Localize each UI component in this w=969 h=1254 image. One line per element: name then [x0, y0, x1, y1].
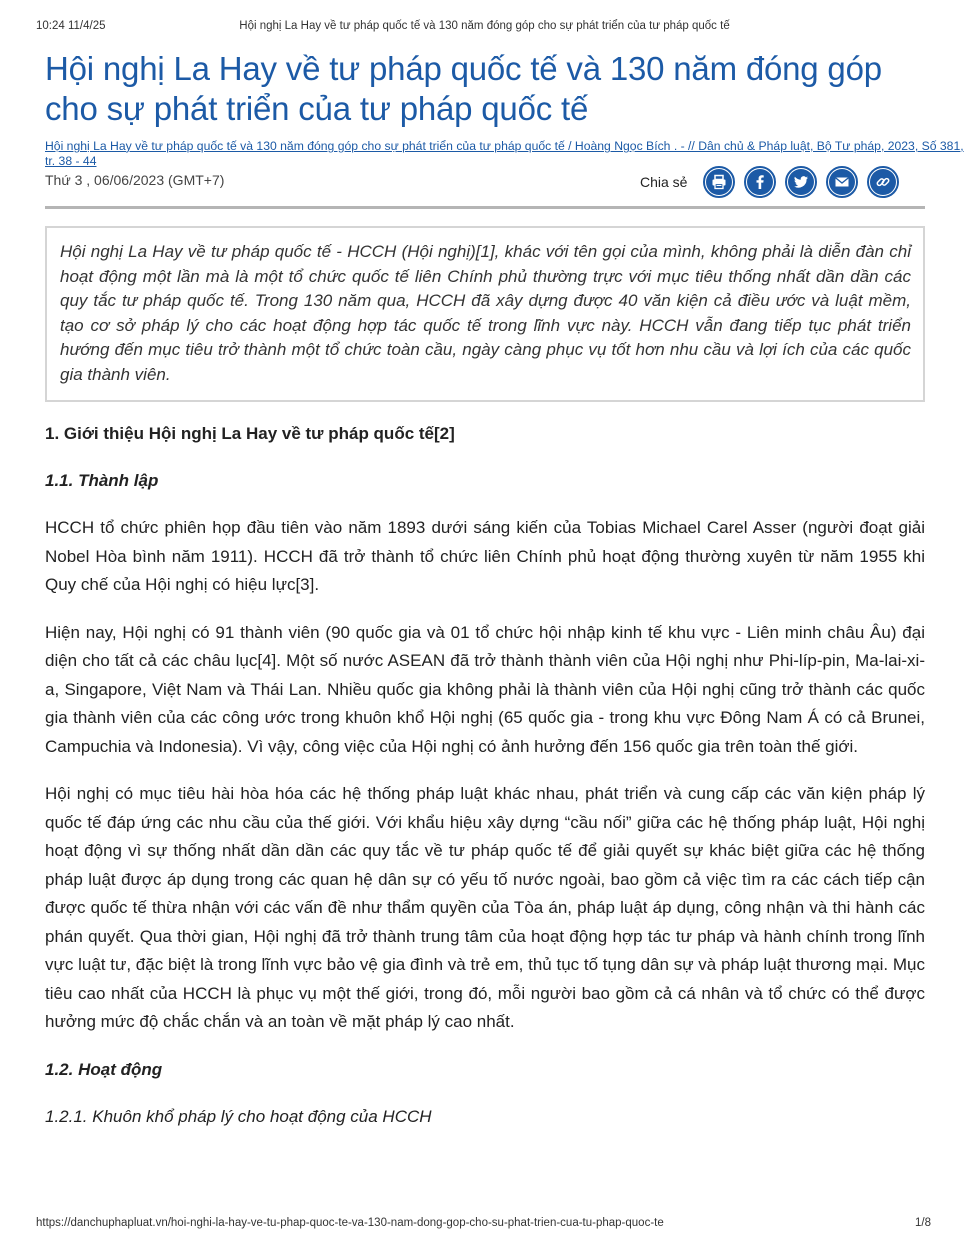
publish-date: Thứ 3 , 06/06/2023 (GMT+7)	[45, 172, 225, 188]
article-title: Hội nghị La Hay về tư pháp quốc tế và 130 năm đóng góp cho sự phát triển của tư pháp quốc tế	[45, 50, 882, 127]
copy-link-button[interactable]	[867, 166, 899, 198]
facebook-icon	[752, 174, 768, 190]
article-body	[45, 420, 925, 1131]
subsection-heading: 1.2. Hoạt động	[45, 1059, 163, 1079]
page-number: 1/8	[915, 1217, 931, 1229]
share-bar	[640, 164, 908, 200]
section-heading: 1. Giới thiệu Hội nghị La Hay về tư pháp quốc tế[2]	[45, 424, 455, 443]
summary-text: Hội nghị La Hay về tư pháp quốc tế - HCCH (Hội nghị)[1], khác với tên gọi của mình, không phải là diễn đàn chỉ hoạt động một lần mà là một tổ chức quốc tế liên Chính phủ thường trực với mục tiêu thống nhất dần dần các quy tắc tư pháp quốc tế. Trong 130 năm qua, HCCH đã xây dựng được 40 văn kiện cả điều ước và luật mềm, tạo cơ sở pháp lý cho các hoạt động hợp tác quốc tế trong lĩnh vực này. HCCH vẫn đang tiếp tục phát triển hướng đến mục tiêu trở thành một tổ chức toàn cầu, ngày càng phục vụ tốt hơn nhu cầu và lợi ích của các quốc gia thành viên.	[60, 242, 911, 384]
paragraph: HCCH tổ chức phiên họp đầu tiên vào năm 1893 dưới sáng kiến của Tobias Michael Carel Asser (người đoạt giải Nobel Hòa bình năm 1911). HCCH đã trở thành tổ chức liên Chính phủ hoạt động thường xuyên từ năm 1955 khi Quy chế của Hội nghị có hiệu lực[3].	[45, 518, 925, 594]
twitter-icon	[793, 174, 809, 190]
subsection-heading: 1.1. Thành lập	[45, 471, 159, 490]
twitter-share-button[interactable]	[785, 166, 817, 198]
paragraph: Hiện nay, Hội nghị có 91 thành viên (90 quốc gia và 01 tổ chức hội nhập kinh tế khu vực - Liên minh châu Âu) đại diện cho tất cả các châu lục[4]. Một số nước ASEAN đã trở thành thành viên của Hội nghị như Phi-líp-pin, Ma-lai-xi-a, Singapore, Việt Nam và Thái Lan. Nhiều quốc gia không phải là thành viên của Hội nghị cũng trở thành các quốc gia thành viên của các công ước trong khuôn khổ Hội nghị (65 quốc gia - trong khu vực Đông Nam Á có cả Brunei, Campuchia và Indonesia). Vì vậy, công việc của Hội nghị có ảnh hưởng đến 156 quốc gia trên toàn thế giới.	[45, 622, 925, 756]
link-icon	[875, 174, 891, 190]
subsubsection-heading: 1.2.1. Khuôn khổ pháp lý cho hoạt động của HCCH	[45, 1106, 432, 1126]
print-button[interactable]	[703, 166, 735, 198]
print-icon	[711, 174, 727, 190]
print-page-title: Hội nghị La Hay về tư pháp quốc tế và 130 năm đóng góp cho sự phát triển của tư pháp quốc tế	[239, 20, 730, 32]
email-icon	[834, 174, 850, 190]
citation-link[interactable]: Hội nghị La Hay về tư pháp quốc tế và 130 năm đóng góp cho sự phát triển của tư pháp quốc tế / Hoàng Ngọc Bích . - // Dân chủ & Pháp luật, Bộ Tư pháp, 2023, Số 381, tr. 38 - 44	[45, 139, 964, 168]
summary-box	[45, 226, 925, 402]
page-url: https://danchuphapluat.vn/hoi-nghi-la-hay-ve-tu-phap-quoc-te-va-130-nam-dong-gop-cho-su-phat-trien-cua-tu-phap-quoc-te	[36, 1217, 664, 1229]
header-divider	[45, 206, 925, 209]
paragraph: Hội nghị có mục tiêu hài hòa hóa các hệ thống pháp luật khác nhau, phát triển và cung cấp các văn kiện pháp lý quốc tế đáp ứng các nhu cầu của thế giới. Với khẩu hiệu xây dựng “cầu nối” giữa các hệ thống pháp luật, Hội nghị hoạt động vì sự thống nhất dần dần các quy tắc về tư pháp quốc tế để giải quyết sự khác biệt giữa các hệ thống pháp luật được áp dụng trong các quan hệ dân sự có yếu tố nước ngoài, bao gồm cả việc tìm ra các cách tiếp cận được quốc tế thừa nhận với các vấn đề như thẩm quyền của Tòa án, pháp luật áp dụng, công nhận và thi hành các phán quyết. Qua thời gian, Hội nghị đã trở thành trung tâm của hoạt động hợp tác tư pháp và hành chính trong lĩnh vực luật tư, đặc biệt là trong lĩnh vực bảo vệ gia đình và trẻ em, thủ tục tố tụng dân sự và pháp luật thương mại. Mục tiêu cao nhất của HCCH là phục vụ một thế giới, trong đó, mỗi người bao gồm cả cá nhân và tổ chức có thể được hưởng mức độ chắc chắn và an toàn về mặt pháp lý cao nhất.	[45, 784, 925, 1031]
email-share-button[interactable]	[826, 166, 858, 198]
print-timestamp: 10:24 11/4/25	[36, 20, 106, 32]
share-label: Chia sẻ	[640, 174, 688, 190]
facebook-share-button[interactable]	[744, 166, 776, 198]
